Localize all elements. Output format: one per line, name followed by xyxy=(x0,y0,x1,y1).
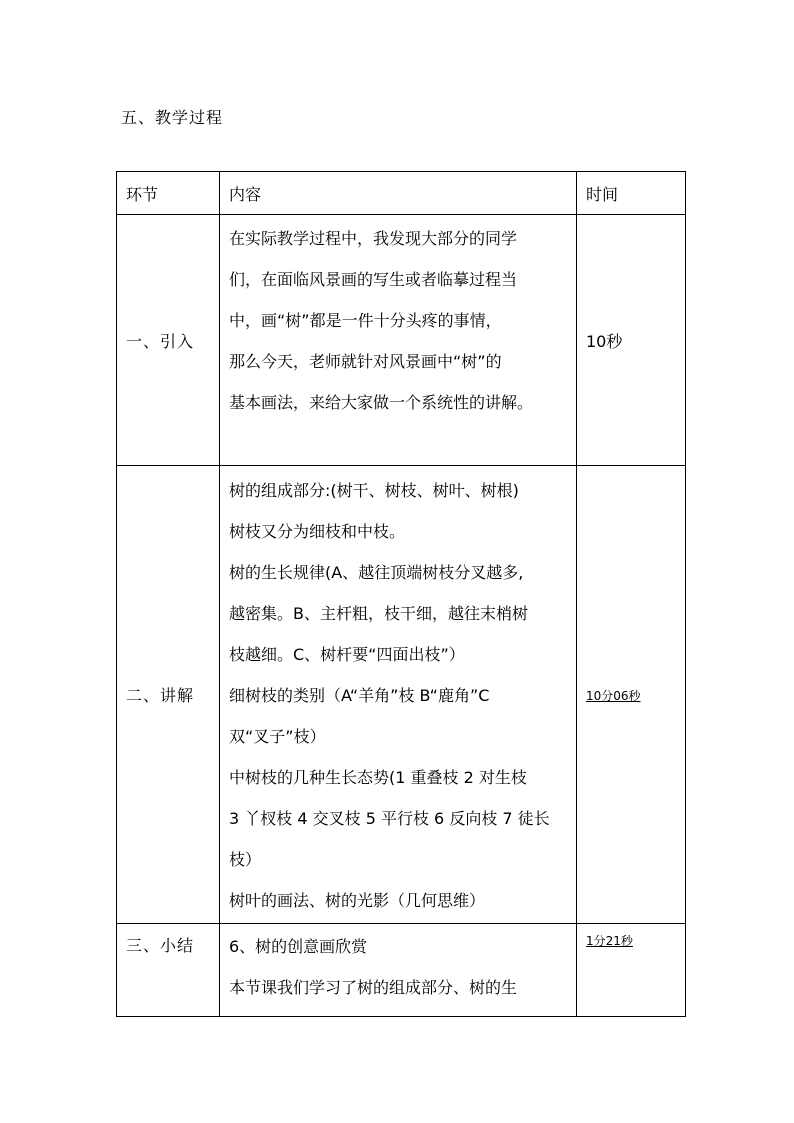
time-cell-lecture xyxy=(577,466,686,924)
time-cell-summary xyxy=(577,924,686,1017)
content-line: 在实际教学过程中，我发现大部分的同学 xyxy=(229,228,518,248)
content-cell-lecture xyxy=(220,466,577,924)
content-cell-summary xyxy=(220,924,577,1017)
content-line: 枝） xyxy=(229,850,262,869)
content-line: 们，在面临风景画的写生或者临摹过程当 xyxy=(229,269,518,289)
content-line: 中树枝的几种生长态势(1 重叠枝 2 对生枝 xyxy=(229,768,527,787)
content-line: 本节课我们学习了树的组成部分、树的生 xyxy=(229,978,518,997)
header-content: 内容 xyxy=(220,172,577,215)
content-line: 树的生长规律(A、越往顶端树枝分叉越多, xyxy=(229,563,524,582)
stage-cell-summary: 三、小结 xyxy=(117,924,220,1017)
section-heading: 五、教学过程 xyxy=(121,108,224,127)
time-value-lecture: 10分06秒 xyxy=(586,689,641,703)
content-line: 那么今天，老师就针对风景画中“树”的 xyxy=(229,351,502,371)
header-stage: 环节 xyxy=(117,172,220,215)
table-row-lecture xyxy=(117,466,686,924)
stage-cell-lecture: 二、讲解 xyxy=(117,466,220,924)
table-row-intro xyxy=(117,215,686,466)
content-line: 6、树的创意画欣赏 xyxy=(229,937,368,956)
content-line: 双“叉子”枝） xyxy=(229,727,326,746)
stage-cell-intro: 一、引入 xyxy=(117,215,220,466)
content-line: 树的组成部分:(树干、树枝、树叶、树根) xyxy=(229,481,519,500)
time-value-summary: 1分21秒 xyxy=(586,934,633,948)
table-row-summary xyxy=(117,924,686,1017)
content-line: 树枝又分为细枝和中枝。 xyxy=(229,522,406,541)
content-cell-intro xyxy=(220,215,577,466)
teaching-process-table xyxy=(116,171,686,1017)
content-line: 枝越细。C、树杆要“四面出枝”） xyxy=(229,645,465,664)
content-line: 基本画法，来给大家做一个系统性的讲解。 xyxy=(229,392,534,412)
table-header-row xyxy=(117,172,686,215)
content-line: 越密集。B、主杆粗，枝干细，越往末梢树 xyxy=(229,604,528,623)
content-line: 3 丫杈枝 4 交叉枝 5 平行枝 6 反向枝 7 徒长 xyxy=(229,809,550,828)
time-cell-intro: 10秒 xyxy=(577,215,686,466)
header-time: 时间 xyxy=(577,172,686,215)
content-line: 树叶的画法、树的光影（几何思维） xyxy=(229,891,486,910)
content-line: 中，画“树”都是一件十分头疼的事情， xyxy=(229,310,502,330)
content-line: 细树枝的类别（A“羊角”枝 B“鹿角”C xyxy=(229,686,490,705)
